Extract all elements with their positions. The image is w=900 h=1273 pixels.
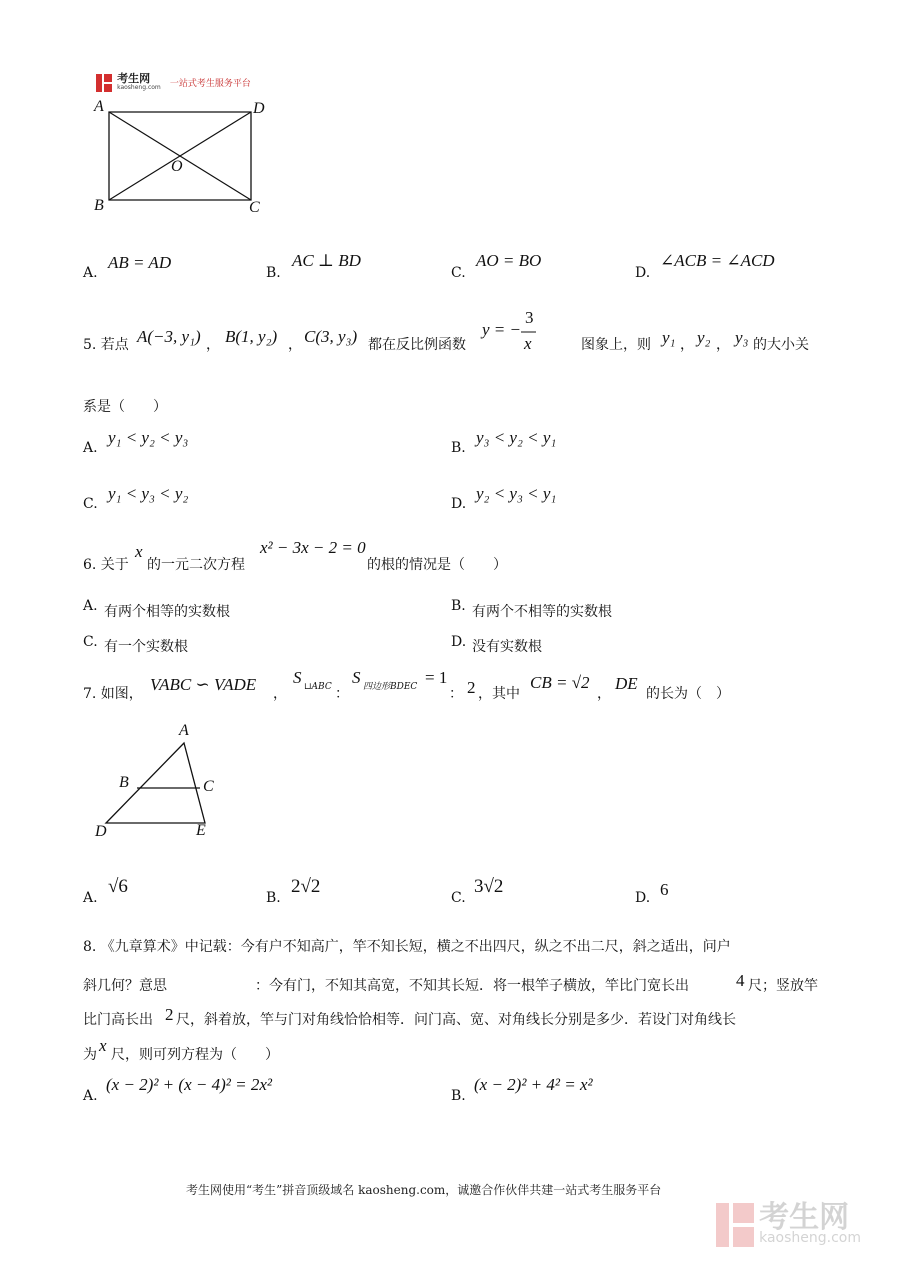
q7-option-c-label: C.: [451, 890, 466, 906]
q7-mid: ，其中: [478, 686, 520, 702]
q5-option-b-label: B.: [451, 440, 466, 456]
q7-option-a: √6: [108, 876, 128, 897]
q5-y1: y₁: [662, 328, 676, 347]
q5-intro: 5. 若点: [83, 337, 129, 353]
q5-y2: y₂: [697, 328, 711, 347]
q8-four: 4: [736, 971, 745, 990]
watermark-mark-icon: [716, 1203, 754, 1247]
q8-option-a-label: A.: [83, 1088, 98, 1104]
q8-line3b: 尺，斜着放，竿与门对角线恰恰相等．问门高、宽、对角线长分别是多少．若设门对角线长: [176, 1012, 736, 1028]
q5-option-d-label: D.: [451, 496, 467, 512]
q6-option-d-label: D.: [451, 634, 467, 650]
q5-point-c: C(3, y₃): [304, 327, 358, 346]
q6-option-b-label: B.: [451, 598, 466, 614]
q7-intro: 7. 如图，: [83, 686, 143, 702]
q5-func-den: x: [524, 334, 532, 353]
q5-c1: ，: [680, 337, 694, 353]
label-C: C: [249, 199, 260, 216]
q5-sep1: ，: [206, 337, 220, 353]
watermark-text-en: kaosheng.com: [759, 1230, 861, 1246]
q5-tail: 的大小关: [753, 337, 809, 353]
q7-similar: VABC ∽ VADE: [150, 675, 257, 694]
q7-tail: 的长为（ ）: [646, 686, 730, 702]
q5-func-lhs: y = −: [482, 320, 521, 339]
q7-c2: ，: [597, 686, 611, 702]
q6-option-b: 有两个不相等的实数根: [472, 604, 612, 620]
q6-mid: 的一元二次方程: [147, 557, 245, 573]
q6-option-c: 有一个实数根: [104, 639, 188, 655]
q5-func-num: 3: [525, 308, 534, 327]
q5-line2: 系是（ ）: [83, 399, 167, 415]
q5-sep2: ，: [288, 337, 302, 353]
q7-s2: S: [352, 668, 361, 687]
q6-intro: 6. 关于: [83, 557, 129, 573]
q7-cb: CB = √2: [530, 673, 590, 692]
q5-mid: 都在反比例函数: [368, 337, 466, 353]
q6-option-a-label: A.: [83, 598, 98, 614]
q4-option-a: AB = AD: [108, 253, 172, 272]
label-A: A: [94, 98, 104, 115]
q8-option-b: (x − 2)² + 4² = x²: [474, 1075, 593, 1094]
q4-option-a-label: A.: [83, 265, 98, 281]
watermark-logo: [716, 1200, 861, 1247]
q4-option-d-label: D.: [635, 265, 651, 281]
header-slogan: 一站式考生服务平台: [169, 79, 251, 89]
q5-option-c: y₁ < y₃ < y₂: [108, 484, 189, 503]
fig7-label-D: D: [95, 823, 107, 840]
q7-s1: S: [293, 668, 302, 687]
q5-y3: y₃: [735, 328, 749, 347]
q7-option-c: 3√2: [474, 876, 504, 897]
q8-line2a: 斜几何？意思: [83, 978, 167, 994]
q8-option-a: (x − 2)² + (x − 4)² = 2x²: [106, 1075, 272, 1094]
q5-after: 图象上，则: [581, 337, 651, 353]
q7-colon2: ：: [449, 686, 463, 702]
q8-option-b-label: B.: [451, 1088, 466, 1104]
fig7-label-E: E: [196, 822, 206, 839]
q8-var-x: x: [99, 1036, 107, 1055]
q5-point-b: B(1, y₂): [225, 327, 278, 346]
q4-option-c: AO = BO: [476, 251, 542, 270]
header-logo: [96, 72, 251, 92]
logo-mark-icon: [96, 74, 112, 92]
q6-tail: 的根的情况是（ ）: [367, 557, 507, 573]
q7-s2-sub: 四边形BDEC: [363, 682, 418, 692]
q7-colon1: ：: [335, 686, 349, 702]
q7-c1: ，: [273, 686, 287, 702]
q8-two: 2: [165, 1005, 174, 1024]
q5-option-a-label: A.: [83, 440, 98, 456]
q4-option-d: ∠ACB = ∠ACD: [660, 251, 775, 270]
q8-line4b: 尺，则可列方程为（ ）: [111, 1047, 279, 1063]
q5-option-d: y₂ < y₃ < y₁: [476, 484, 557, 503]
q8-line2c: 尺；竖放竿: [748, 978, 818, 994]
q5-c2: ，: [716, 337, 730, 353]
q5-option-c-label: C.: [83, 496, 98, 512]
q8-line1: 8. 《九章算术》中记载：今有户不知高广，竿不知长短，横之不出四尺，纵之不出二尺，斜之适出，问户: [83, 939, 731, 955]
q8-line2b: ：今有门，不知其高宽，不知其长短．将一根竿子横放，竿比门宽长出: [255, 978, 689, 994]
q6-equation: x² − 3x − 2 = 0: [260, 538, 366, 557]
q6-option-d: 没有实数根: [472, 639, 542, 655]
fig7-label-B: B: [119, 774, 129, 791]
q7-de: DE: [615, 674, 638, 693]
q8-line4a: 为: [83, 1047, 97, 1063]
q7-option-d-label: D.: [635, 890, 651, 906]
logo-text-en: kaosheng.com: [117, 83, 161, 91]
q7-two: 2: [467, 678, 476, 697]
q7-option-b: 2√2: [291, 876, 321, 897]
q6-var-x: x: [135, 542, 143, 561]
q7-s1-sub: ⊔ABC: [304, 682, 332, 692]
footer-text: 考生网使用“考生”拼音顶级域名 kaosheng.com，诚邀合作伙伴共建一站式考生服务平台: [186, 1183, 662, 1197]
q7-option-d: 6: [660, 880, 669, 899]
label-B: B: [94, 197, 104, 214]
label-D: D: [253, 100, 265, 117]
q6-option-c-label: C.: [83, 634, 98, 650]
q4-option-b-label: B.: [266, 265, 281, 281]
q7-option-b-label: B.: [266, 890, 281, 906]
q4-option-c-label: C.: [451, 265, 466, 281]
q5-point-a: A(−3, y₁): [137, 327, 201, 346]
label-O: O: [171, 158, 183, 175]
q5-option-b: y₃ < y₂ < y₁: [476, 428, 557, 447]
fig7-label-C: C: [203, 778, 214, 795]
fig7-label-A: A: [179, 722, 189, 739]
q7-option-a-label: A.: [83, 890, 98, 906]
q5-option-a: y₁ < y₂ < y₃: [108, 428, 189, 447]
q8-line3a: 比门高长出: [83, 1012, 153, 1028]
watermark-text-cn: 考生网: [759, 1200, 850, 1235]
logo-text-cn: 考生网: [117, 71, 151, 85]
q4-option-b: AC ⊥ BD: [292, 251, 361, 270]
q5-fraction-bar: [521, 331, 537, 333]
q7-eq1: = 1: [425, 668, 448, 687]
q6-option-a: 有两个相等的实数根: [104, 604, 230, 620]
